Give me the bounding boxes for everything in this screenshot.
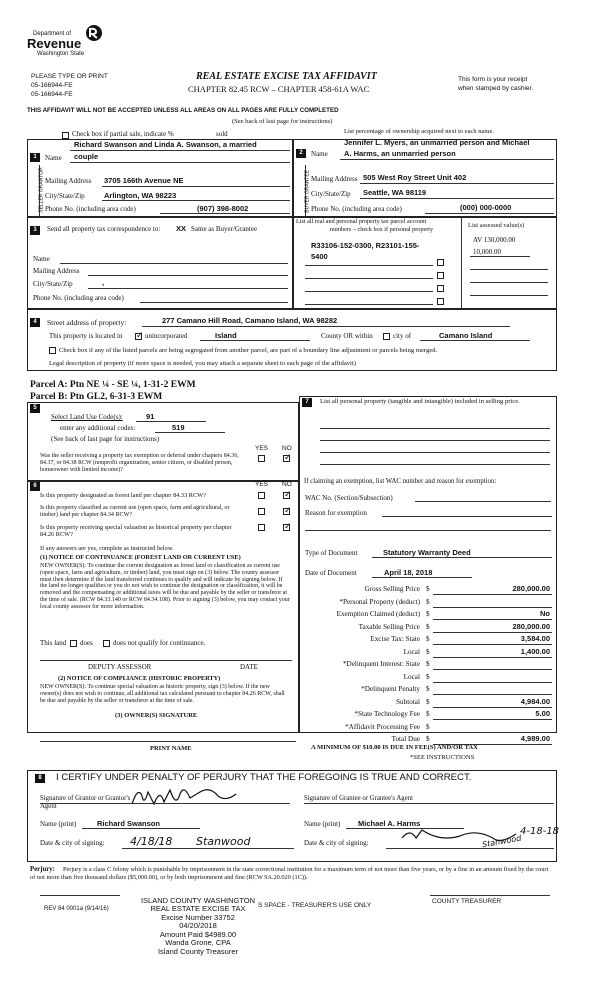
s6-q3: Is this property receiving special valuation as historical property per chapter 84.26 RCW? — [40, 524, 232, 539]
logo-mark-icon — [85, 24, 103, 42]
parcel-2: 5400 — [311, 252, 328, 261]
tax-row-currency: $ — [426, 610, 430, 618]
notice2-body: NEW OWNER(S): To continue special valuation as historic property, sign (3) below. If the new owner(s) does not wish to continue, all additional tax calculated pursuant to chapter 84.26 RCW, shall be due and payable by the seller or transferor at the time of sale. — [40, 684, 285, 704]
section-5-badge: 5 — [30, 404, 40, 413]
tax-row-currency: $ — [426, 585, 430, 593]
segregated-label: Check box if any of the listed parcels are being segregated from another parcel, are part of a boundary line adjustment or parcels being merged. — [59, 347, 438, 354]
personal-property-checkbox-3[interactable] — [437, 285, 444, 292]
buyer-name-1: Jennifer L. Myers, an unmarried person and Michael — [344, 138, 530, 147]
seller-side-label: SELLER GRANTOR — [38, 167, 45, 213]
form-title: REAL ESTATE EXCISE TAX AFFIDAVIT — [196, 71, 377, 82]
tax-row-value: 4,989.00 — [520, 734, 550, 743]
doc-date-label: Date of Document — [305, 569, 357, 577]
partial-sold: sold — [216, 130, 228, 138]
assessed-2: 10,000.00 — [473, 248, 501, 256]
tax-row-label: Local — [403, 647, 420, 656]
s6-q1-yes[interactable] — [258, 492, 265, 499]
section-8-badge: 8 — [35, 774, 45, 783]
stamp-line: Island County Treasurer — [157, 946, 239, 956]
s3-mailing-label: Mailing Address — [33, 267, 80, 275]
tax-row-label: Gross Selling Price — [364, 585, 420, 593]
tax-row-currency: $ — [426, 735, 430, 743]
see-instructions: *SEE INSTRUCTIONS — [410, 754, 475, 761]
county-name: Island — [215, 331, 237, 340]
exemption-label: If claiming an exemption, list WAC number and reason for exemption: — [304, 478, 497, 485]
section-3-badge: 3 — [30, 226, 40, 235]
land-does-not-checkbox[interactable] — [103, 640, 110, 647]
buyer-name-label: Name — [311, 150, 328, 158]
land-does-checkbox[interactable] — [70, 640, 77, 647]
personal-property-checkbox-2[interactable] — [437, 272, 444, 279]
s5-yes: YES — [255, 445, 269, 452]
city-of-checkbox[interactable] — [383, 333, 390, 340]
tax-row-currency: $ — [426, 635, 430, 643]
certify-statement: I CERTIFY UNDER PENALTY OF PERJURY THAT THE FOREGOING IS TRUE AND CORRECT. — [56, 772, 472, 783]
s3-name-label: Name — [33, 255, 50, 263]
grantor-sig-label: Signature of Grantor or Grantor's Agent — [40, 795, 131, 811]
stamp-line: ISLAND COUNTY WASHINGTON — [140, 896, 256, 905]
tax-row-currency: $ — [426, 697, 430, 706]
correspondence-label: Send all property tax correspondence to: — [47, 225, 161, 233]
section-1-badge: 1 — [30, 153, 40, 162]
perjury-text: Perjury is a class C felony which is punishable by imprisonment in the state correctional institution for a maximum term of not more than five years, or by a fine in an amount fixed by the court of not more than five thousand dollars ($5,000.00), or by both imprisonment and fine (RCW 9A.20.020 (1C)). — [30, 866, 549, 882]
correspondence-same: Same as Buyer/Grantee — [191, 225, 258, 233]
notice1-body: NEW OWNER(S): To continue the current designation as forest land or classification as current use (open space, farm and agriculture, or timber) land, you must sign on (3) below. The county assessor must then determine if the land transferred continues to qualify and will indicate by signing below. If the land no longer qualifies or you do not wish to continue the designation or classification, it will be removed and the compensating or additional taxes will be due and payable by the seller or transferor at the time of sale. (RCW 84.33.140 or RCW 84.34.108). Prior to signing (3) below, you may contact your local county assessor for more information. — [40, 563, 290, 610]
tax-row-value: 5.00 — [535, 709, 550, 718]
grantee-name: Michael A. Harms — [358, 819, 421, 828]
s6-q2: Is this property classified as current use (open space, farm and agricultural, or timber) land per chapter 84.34 RCW? — [40, 505, 230, 518]
receipt-note-1: This form is your receipt — [458, 76, 528, 83]
notice1-title: (1) NOTICE OF CONTINUANCE (FOREST LAND OR CURRENT USE) — [40, 554, 241, 561]
assessed-header: List assessed value(s) — [468, 222, 525, 229]
buyer-city-label: City/State/Zip — [311, 190, 351, 198]
tax-row-label: *State Technology Fee — [354, 710, 420, 718]
section-4-badge: 4 — [30, 318, 40, 327]
tax-row-label: Local — [403, 672, 420, 681]
parcel-header-1: List all real and personal property tax parcel account — [296, 218, 427, 225]
grantor-date-label: Date & city of signing: — [40, 839, 105, 847]
segregated-checkbox[interactable] — [49, 347, 56, 354]
section-2-badge: 2 — [296, 149, 306, 158]
seller-city-label: City/State/Zip — [45, 192, 85, 200]
logo-revenue: Revenue — [27, 36, 82, 51]
seller-name-label: Name — [45, 154, 62, 162]
personal-property-checkbox-4[interactable] — [437, 298, 444, 305]
located-label: This property is located in — [49, 332, 123, 340]
receipt-note-2: when stamped by cashier. — [458, 85, 534, 92]
seller-mailing-label: Mailing Address — [45, 177, 92, 185]
additional-codes-label: enter any additional codes: — [60, 424, 136, 432]
grantor-name-label: Name (print) — [40, 820, 77, 828]
tax-row-value: No — [540, 609, 550, 618]
s6-q1-no[interactable] — [283, 492, 290, 499]
deputy-assessor: DEPUTY ASSESSOR — [88, 663, 152, 671]
s6-q1: Is this property designated as forest land per chapter 84.33 RCW? — [40, 492, 206, 499]
s5-q1-yes[interactable] — [258, 455, 265, 462]
s5-see-back: (See back of last page for instructions) — [51, 435, 160, 443]
buyer-name-2: A. Harms, an unmarried person — [344, 149, 456, 158]
seller-name-2: couple — [74, 152, 99, 161]
tax-row-currency: $ — [426, 685, 430, 693]
tax-row-value: 280,000.00 — [512, 621, 550, 631]
stamp-line: REAL ESTATE EXCISE TAX — [150, 904, 246, 914]
tax-row-currency: $ — [426, 710, 430, 718]
land-use-code: 91 — [146, 412, 155, 421]
parcel-header-2: numbers – check box if personal property — [330, 226, 434, 233]
s3-phone-label: Phone No. (including area code) — [33, 294, 124, 302]
city-name: Camano Island — [439, 331, 493, 340]
tax-row-label: *Delinquent Penalty — [361, 685, 420, 693]
s6-yes: YES — [255, 481, 269, 488]
s6-q2-yes[interactable] — [258, 508, 265, 515]
seller-phone-label: Phone No. (including area code) — [45, 205, 136, 213]
assessed-1: AV 130,000.00 — [473, 236, 516, 244]
form-id-2: 05-166944-FE — [31, 91, 73, 98]
logo-state: Washington State — [37, 51, 85, 57]
tax-row-label: Exemption Claimed (deduct) — [336, 610, 420, 618]
logo-dept: Department of — [33, 31, 72, 37]
see-back-instructions: (See back of last page for instructions) — [232, 118, 333, 125]
tax-row-label: *Personal Property (deduct) — [339, 597, 420, 606]
unincorporated-checkbox[interactable] — [135, 333, 142, 340]
buyer-phone: (000) 000-0000 — [460, 203, 512, 212]
grantor-name: Richard Swanson — [97, 819, 160, 828]
parcel-a: Parcel A: Ptn NE ¼ - SE ¼, 1-31-2 EWM — [30, 380, 196, 390]
parcel-1: R33106-152-0300, R23101-155- — [311, 241, 420, 250]
correspondence-value: XX — [176, 224, 187, 233]
street-label: Street address of property: — [47, 318, 127, 327]
land-does-not-label: does not qualify for continuance. — [113, 639, 206, 647]
s3-city-value: , — [102, 278, 105, 287]
doc-type: Statutory Warranty Deed — [383, 548, 471, 557]
stamp-line: Amount Paid $4989.00 — [159, 929, 237, 939]
grantee-city: Stanwood — [481, 833, 522, 850]
seller-city: Arlington, WA 98223 — [104, 191, 177, 200]
street-address: 277 Camano Hill Road, Camano Island, WA 98282 — [162, 316, 338, 325]
grantee-name-label: Name (print) — [304, 820, 341, 828]
grantor-signature-icon — [130, 784, 240, 810]
buyer-mailing-label: Mailing Address — [311, 175, 358, 183]
tax-row-label: Total Due — [391, 735, 420, 743]
tax-row-value: 4,984.00 — [520, 696, 550, 706]
s6-q3-no[interactable] — [283, 524, 290, 531]
stamp-line: Wanda Grone, CPA — [165, 938, 231, 948]
this-land-label: This land — [40, 639, 67, 647]
grantee-date-label: Date & city of signing: — [304, 839, 369, 847]
s6-q3-yes[interactable] — [258, 524, 265, 531]
unincorporated-label: unincorporated — [145, 332, 188, 340]
seller-name-1: Richard Swanson and Linda A. Swanson, a married — [74, 140, 257, 149]
tax-row-currency: $ — [426, 672, 430, 681]
tax-row-value: 3,584.00 — [520, 634, 550, 643]
deputy-date: DATE — [240, 663, 258, 671]
grantee-date: 4-18-18 — [520, 826, 560, 837]
tax-row-label: *Delinquent Interest: State — [342, 660, 420, 668]
s5-q1: Was the seller receiving a property tax exemption or deferral under chapters 84.36, 84.37, or 84.38 RCW (nonprofit organization, senior citizen, or disabled person, homeowner with limited income)? — [40, 453, 239, 473]
treasurer-use-only: S SPACE - TREASURER'S USE ONLY — [258, 902, 372, 909]
county-label: County OR within — [321, 332, 373, 340]
grantor-date: 4/18/18 — [130, 835, 173, 848]
perjury-label: Perjury: — [30, 866, 55, 873]
form-id-1: 05-166944-FE — [31, 82, 73, 89]
partial-sale-checkbox[interactable] — [62, 132, 69, 139]
city-of-label: city of — [393, 332, 412, 340]
rev-code: REV 84 0001a (9/14/16) — [44, 906, 109, 912]
partial-sale-label: Check box if partial sale, indicate % — [72, 130, 174, 138]
personal-property-label: List all personal property (tangible and intangible) included in selling price. — [320, 398, 520, 405]
minimum-fee: A MINIMUM OF $10.00 IS DUE IN FEE(S) AND/OR TAX — [311, 744, 478, 751]
wac-label: WAC No. (Section/Subsection) — [305, 494, 393, 502]
doc-type-label: Type of Document — [305, 549, 358, 557]
legal-description-label: Legal description of property (if more space is needed, you may attach a separate sheet to each page of the affidavit) — [49, 360, 356, 367]
stamp-line: Excise Number 33752 — [161, 912, 235, 922]
reason-label: Reason for exemption — [305, 509, 367, 517]
buyer-phone-label: Phone No. (including area code) — [311, 205, 402, 213]
s5-q1-no[interactable] — [283, 455, 290, 462]
tax-row-currency: $ — [426, 722, 430, 731]
tax-row-label: Excise Tax: State — [370, 635, 420, 643]
tax-row-currency: $ — [426, 622, 430, 631]
tax-row-value: 280,000.00 — [512, 584, 550, 593]
tax-row-currency: $ — [426, 597, 430, 606]
treasurer-stamp — [133, 897, 263, 956]
form-chapter: CHAPTER 82.45 RCW – CHAPTER 458-61A WAC — [188, 84, 370, 94]
grantor-city: Stanwood — [196, 835, 251, 848]
seller-phone: (907) 398-8002 — [197, 204, 249, 213]
buyer-city: Seattle, WA 98119 — [363, 188, 427, 197]
seller-mailing: 3705 166th Avenue NE — [104, 176, 184, 185]
s5-no: NO — [282, 445, 292, 452]
personal-property-checkbox-1[interactable] — [437, 259, 444, 266]
s6-if-yes: If any answers are yes, complete as instructed below. — [40, 545, 174, 552]
land-use-label: Select Land Use Code(s): — [51, 413, 123, 421]
s6-q2-no[interactable] — [283, 508, 290, 515]
buyer-mailing: 505 West Roy Street Unit 402 — [363, 173, 467, 182]
warning-text: THIS AFFIDAVIT WILL NOT BE ACCEPTED UNLESS ALL AREAS ON ALL PAGES ARE FULLY COMPLETED — [27, 107, 339, 114]
tax-row-currency: $ — [426, 660, 430, 668]
stamp-line: 04/20/2018 — [179, 921, 217, 931]
county-treasurer: COUNTY TREASURER — [432, 898, 502, 905]
s6-no: NO — [282, 481, 292, 488]
section-7-badge: 7 — [302, 398, 312, 407]
owner-signature-label: (3) OWNER(S) SIGNATURE — [115, 712, 198, 719]
tax-row-currency: $ — [426, 647, 430, 656]
grantee-sig-label: Signature of Grantee or Grantee's Agent — [304, 795, 413, 802]
ownership-note: List percentage of ownership acquired next to each name. — [344, 128, 494, 135]
doc-date: April 18, 2018 — [384, 568, 433, 577]
land-does-label: does — [80, 639, 93, 647]
tax-row-label: Subtotal — [396, 697, 420, 706]
section-6-badge: 6 — [30, 482, 40, 491]
tax-row-value: 1,400.00 — [520, 646, 550, 656]
please-type: PLEASE TYPE OR PRINT — [31, 73, 108, 80]
tax-row-label: *Affidavit Processing Fee — [345, 722, 420, 731]
s3-city-label: City/State/Zip — [33, 280, 73, 288]
tax-row-label: Taxable Selling Price — [358, 622, 420, 631]
buyer-side-label: BUYER GRANTEE — [304, 169, 311, 213]
notice2-title: (2) NOTICE OF COMPLIANCE (HISTORIC PROPERTY) — [58, 675, 221, 682]
additional-codes: 519 — [172, 423, 185, 432]
print-name-label: PRINT NAME — [150, 745, 192, 752]
parcel-b: Parcel B: Ptn GL2, 6-31-3 EWM — [30, 392, 163, 402]
